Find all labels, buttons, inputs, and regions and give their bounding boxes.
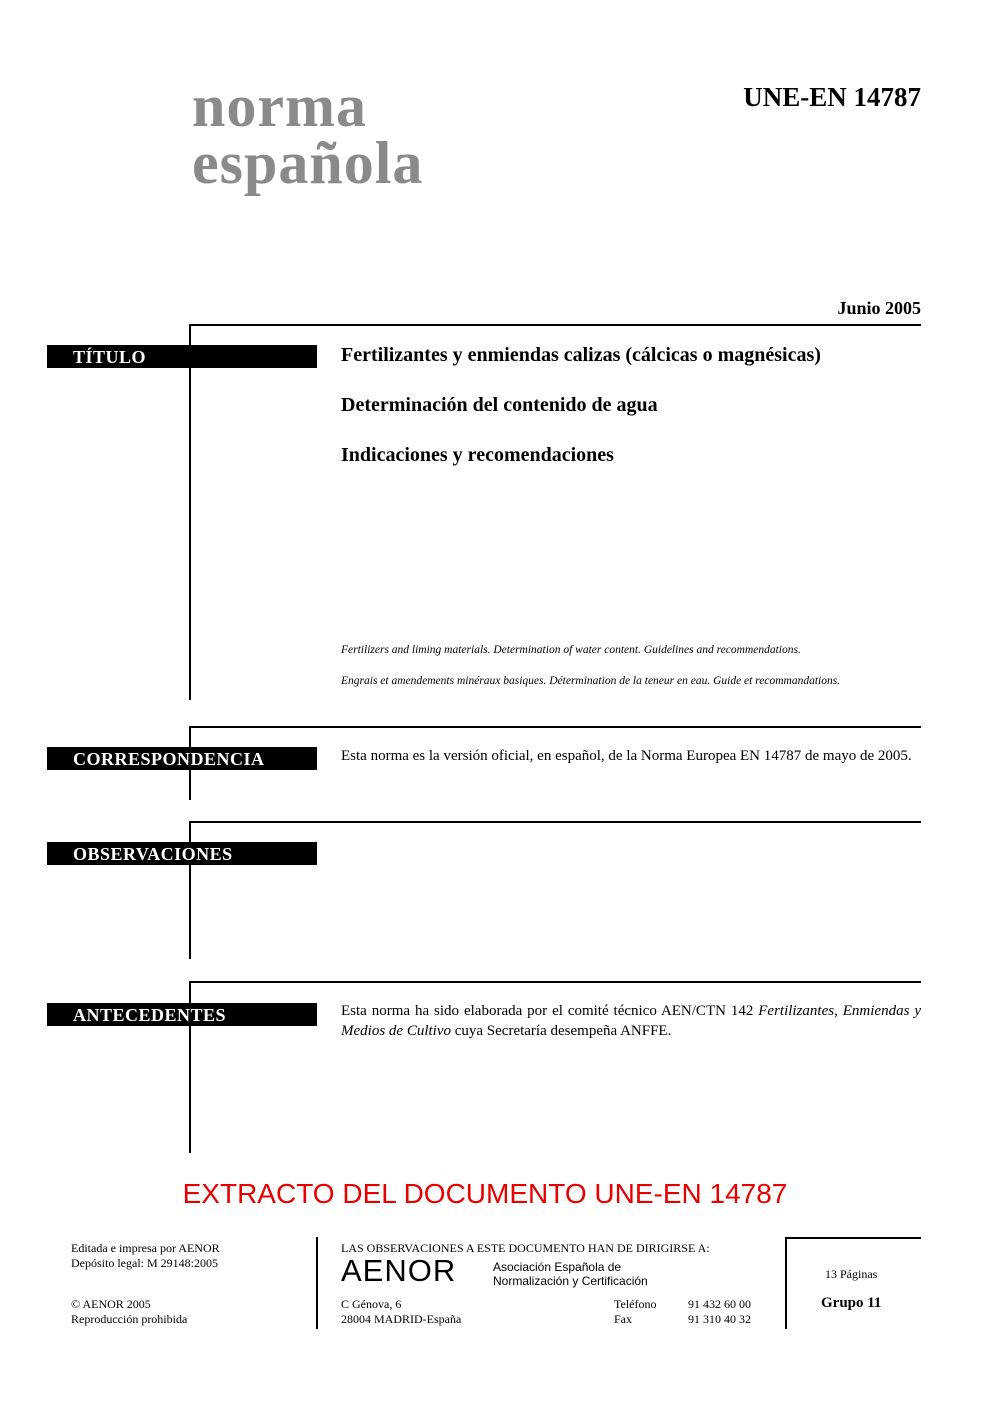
footer-fax-label: Fax [614,1312,632,1326]
title-line-2: Determinación del contenido de agua [341,394,658,416]
footer-divider-left [316,1237,318,1329]
antecedentes-top-rule [189,981,921,983]
titulo-vertical-rule [189,324,191,700]
aenor-full-name [493,1260,648,1288]
english-title: Fertilizers and liming materials. Determination of water content. Guidelines and recommendations. [341,644,801,656]
antecedentes-committee-name: Fertilizantes, Enmiendas y Medios de Cultivo [341,1003,921,1039]
aenor-name-line-1: Asociación Española de [493,1260,622,1274]
brand-title [192,73,424,196]
footer-phone-label: Teléfono [614,1297,657,1311]
brand-line-2: española [192,130,424,196]
observaciones-top-rule [189,821,921,823]
title-line-1: Fertilizantes y enmiendas calizas (cálcicas o magnésicas) [341,344,821,366]
footer-reproduction: Reproducción prohibida [71,1312,188,1326]
footer-copyright: © AENOR 2005 [71,1297,151,1311]
titulo-top-rule [189,324,921,326]
antecedentes-text [341,1001,921,1041]
publication-date: Junio 2005 [837,298,921,318]
footer-box-left-rule [785,1237,787,1329]
titulo-label: TÍTULO [47,345,317,368]
correspondencia-top-rule [189,726,921,728]
antecedentes-label: ANTECEDENTES [47,1003,317,1026]
footer-group: Grupo 11 [821,1295,882,1311]
observaciones-label: OBSERVACIONES [47,842,317,865]
footer-edited: Editada e impresa por AENOR [71,1241,220,1255]
footer-fax: 91 310 40 32 [688,1312,751,1326]
aenor-name-line-2: Normalización y Certificación [493,1274,648,1288]
footer-deposit: Depósito legal: M 29148:2005 [71,1256,218,1270]
footer-address-1: C Génova, 6 [341,1297,402,1311]
aenor-logo: AENOR [341,1253,457,1288]
title-line-3: Indicaciones y recomendaciones [341,444,614,466]
footer-pages: 13 Páginas [825,1267,878,1281]
antecedentes-text-part-2: cuya Secretaría desempeña ANFFE. [450,1023,672,1039]
correspondencia-text: Esta norma es la versión oficial, en español, de la Norma Europea EN 14787 de mayo de 2005. [341,748,912,764]
brand-line-1: norma [192,73,367,139]
standard-code: UNE-EN 14787 [743,82,921,112]
french-title: Engrais et amendements minéraux basiques. Détermination de la teneur en eau. Guide et recommandations. [341,675,841,687]
extract-notice: EXTRACTO DEL DOCUMENTO UNE-EN 14787 [182,1178,788,1209]
correspondencia-label: CORRESPONDENCIA [47,747,317,770]
antecedentes-text-part-1: Esta norma ha sido elaborada por el comité técnico AEN/CTN 142 [341,1003,759,1019]
footer-observations-note: LAS OBSERVACIONES A ESTE DOCUMENTO HAN DE DIRIGIRSE A: [341,1241,710,1255]
footer-box-top-rule [785,1237,921,1239]
footer-address-2: 28004 MADRID-España [341,1312,462,1326]
footer-phone: 91 432 60 00 [688,1297,751,1311]
